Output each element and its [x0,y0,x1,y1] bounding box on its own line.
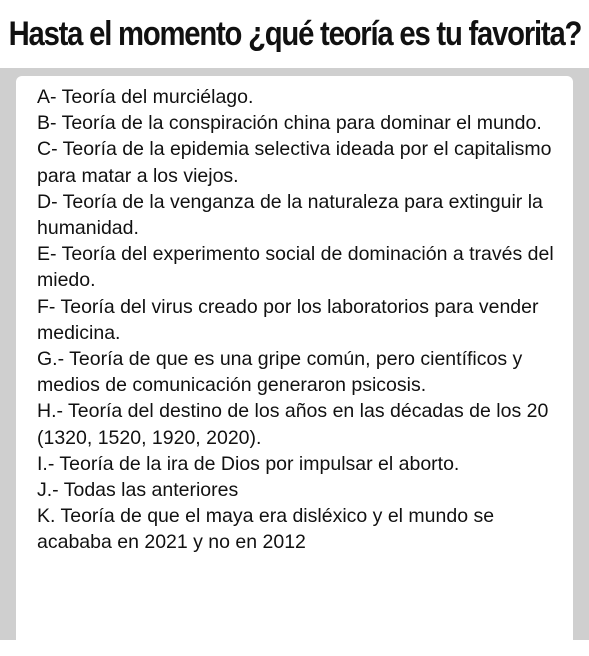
option-k: K. Teoría de que el maya era disléxico y el mundo se acababa en 2021 y no en 2012 [37,505,495,554]
option-i: I.- Teoría de la ira de Dios por impulsar el aborto. [37,452,460,475]
option-b: B- Teoría de la conspiración china para dominar el mundo. [37,112,542,135]
options-card [16,76,573,656]
option-e: E- Teoría del experimento social de dominación a través del miedo. [37,243,554,292]
title-bar [0,0,589,68]
option-d: D- Teoría de la venganza de la naturaleza para extinguir la humanidad. [37,190,543,240]
option-g: G.- Teoría de que es una gripe común, pero científicos y medios de comunicación generaron psicosis. [37,348,523,397]
option-j: J.- Todas las anteriores [37,479,239,502]
option-h: H.- Teoría del destino de los años en las décadas de los 20 (1320, 1520, 1920, 2020). [37,400,549,449]
option-a: A- Teoría del murciélago. [37,86,254,108]
options-list [16,76,573,556]
option-f: F- Teoría del virus creado por los laboratorios para vender medicina. [37,295,539,344]
page-title: Hasta el momento ¿qué teoría es tu favorita? [8,15,581,53]
option-c: C- Teoría de la epidemia selectiva ideada por el capitalismo para matar a los viejos. [37,138,552,187]
